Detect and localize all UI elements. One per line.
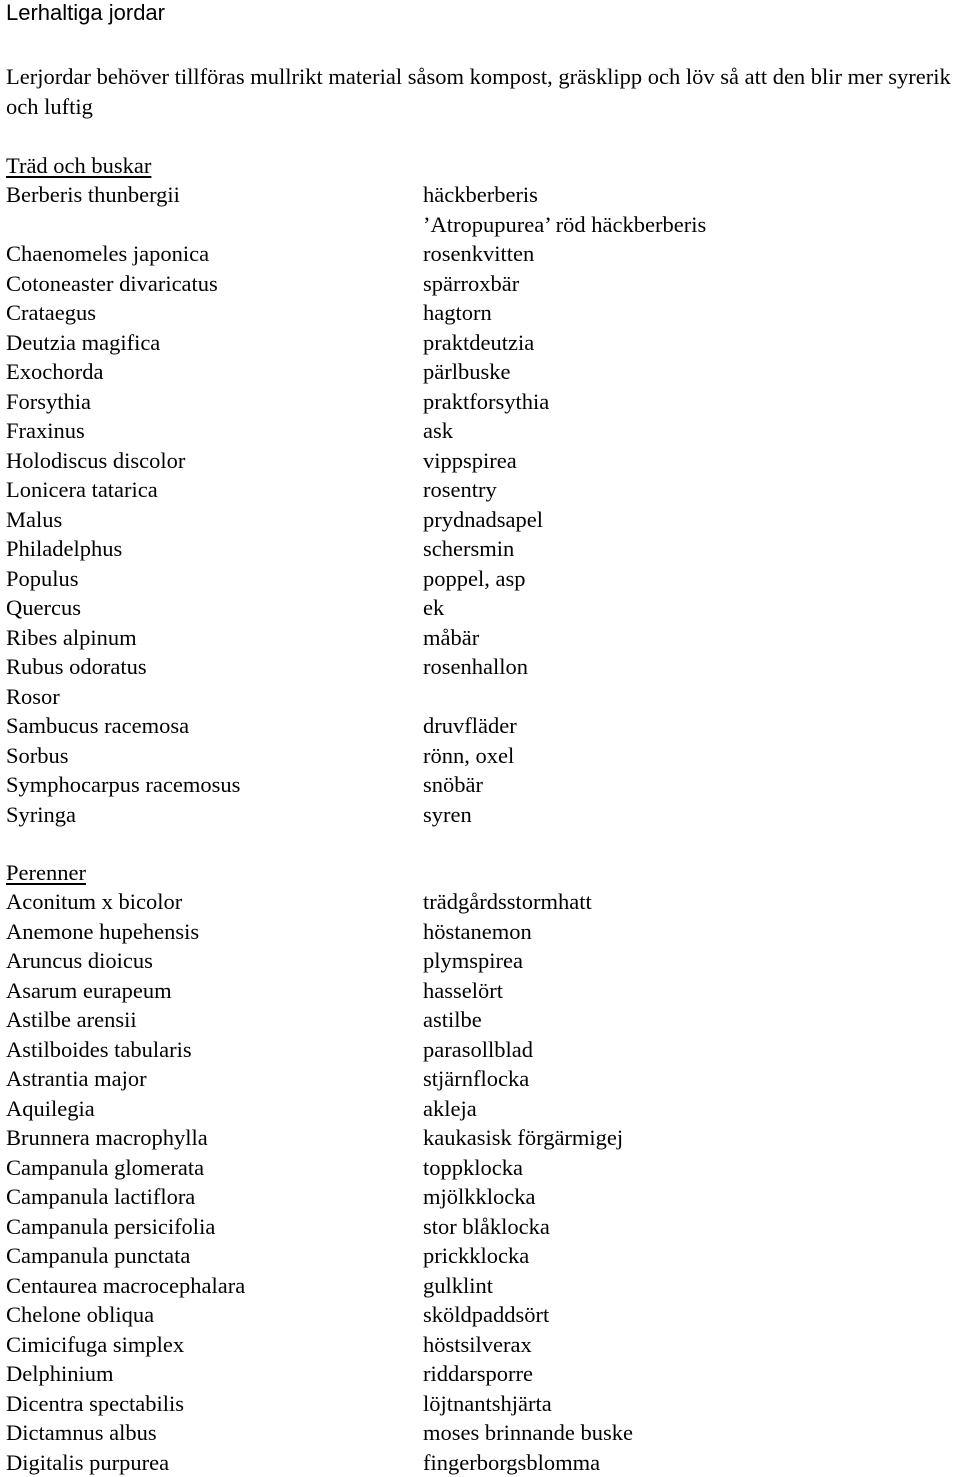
latin-name: Aconitum x bicolor: [6, 889, 183, 914]
latin-name: Malus: [6, 506, 63, 532]
section-heading-perennials: Perenner: [6, 860, 86, 885]
latin-name: Cimicifuga simplex: [6, 1331, 185, 1357]
latin-name: Syringa: [6, 801, 76, 827]
swedish-name: snöbär: [423, 772, 483, 797]
swedish-name: plymspirea: [423, 948, 523, 973]
section-heading-trees: Träd och buskar: [6, 153, 152, 178]
latin-name: Aquilegia: [6, 1095, 95, 1121]
list-item: [0, 534, 960, 564]
page-title: Lerhaltiga jordar: [6, 0, 165, 25]
list-item: [0, 1035, 960, 1065]
list-item: [0, 976, 960, 1006]
list-item: [0, 387, 960, 417]
latin-name: Astilbe arensii: [6, 1007, 137, 1032]
swedish-name: spärroxbär: [423, 270, 520, 296]
latin-name: Rubus odoratus: [6, 654, 147, 679]
list-item: [0, 1300, 960, 1330]
latin-name: Exochorda: [6, 359, 104, 384]
latin-name: Campanula punctata: [6, 1243, 191, 1268]
swedish-name: hagtorn: [423, 300, 492, 325]
swedish-name: astilbe: [423, 1007, 482, 1032]
list-item: [0, 564, 960, 594]
swedish-name: stjärnflocka: [423, 1066, 530, 1091]
list-item: [0, 1005, 960, 1035]
latin-name: Sorbus: [6, 742, 69, 768]
intro-paragraph: Lerjordar behöver tillföras mullrikt material såsom kompost, gräsklipp och löv så att den blir mer syrerik och luftig: [6, 64, 951, 119]
latin-name: Fraxinus: [6, 418, 85, 443]
latin-name: Holodiscus discolor: [6, 447, 186, 473]
list-item: [0, 887, 960, 917]
swedish-name: rosenkvitten: [423, 241, 535, 266]
list-item: [0, 416, 960, 446]
list-item: [0, 741, 960, 771]
latin-name: Brunnera macrophylla: [6, 1125, 208, 1150]
list-item: [0, 1064, 960, 1094]
swedish-name: druvfläder: [423, 713, 517, 738]
latin-name: Rosor: [6, 683, 60, 709]
latin-name: Anemone hupehensis: [6, 918, 200, 944]
list-item: [0, 1241, 960, 1271]
list-item: [0, 505, 960, 535]
swedish-name: syren: [423, 801, 472, 827]
list-item: [0, 1182, 960, 1212]
latin-name: Chaenomeles japonica: [6, 241, 210, 266]
list-item: [0, 210, 960, 240]
list-item: [0, 1153, 960, 1183]
list-item: [0, 946, 960, 976]
swedish-name: stor blåklocka: [423, 1213, 550, 1239]
latin-name: Sambucus racemosa: [6, 713, 190, 738]
swedish-name: vippspirea: [423, 447, 517, 473]
swedish-name: kaukasisk förgärmigej: [423, 1125, 624, 1150]
latin-name: Philadelphus: [6, 536, 123, 561]
list-item: [0, 446, 960, 476]
list-item: [0, 357, 960, 387]
swedish-name: prickklocka: [423, 1243, 530, 1268]
swedish-name: häckberberis: [423, 182, 538, 207]
list-item: [0, 180, 960, 210]
latin-name: Dictamnus albus: [6, 1420, 157, 1445]
latin-name: Symphocarpus racemosus: [6, 772, 241, 797]
swedish-name: pärlbuske: [423, 359, 511, 384]
list-item: [0, 800, 960, 830]
swedish-name: fingerborgsblomma: [423, 1449, 601, 1475]
latin-name: Lonicera tatarica: [6, 477, 158, 502]
swedish-name: akleja: [423, 1095, 477, 1121]
latin-name: Populus: [6, 565, 79, 591]
list-item: [0, 682, 960, 712]
latin-name: Crataegus: [6, 300, 96, 325]
swedish-name: sköldpaddsört: [423, 1302, 550, 1327]
latin-name: Astilboides tabularis: [6, 1036, 192, 1062]
swedish-name: toppklocka: [423, 1154, 523, 1180]
swedish-name: parasollblad: [423, 1036, 533, 1062]
list-item: [0, 239, 960, 269]
latin-name: Campanula lactiflora: [6, 1184, 196, 1209]
latin-name: Quercus: [6, 595, 81, 620]
swedish-name: ’Atropupurea’ röd häckberberis: [423, 211, 707, 237]
list-item: [0, 1094, 960, 1124]
latin-name: Ribes alpinum: [6, 624, 137, 650]
latin-name: Berberis thunbergii: [6, 182, 180, 207]
swedish-name: höstanemon: [423, 918, 532, 944]
list-item: [0, 917, 960, 947]
swedish-name: ask: [423, 418, 453, 443]
list-item: [0, 711, 960, 741]
list-item: [0, 269, 960, 299]
swedish-name: höstsilverax: [423, 1331, 532, 1357]
list-item: [0, 1271, 960, 1301]
latin-name: Astrantia major: [6, 1066, 147, 1091]
swedish-name: praktdeutzia: [423, 329, 535, 355]
swedish-name: måbär: [423, 624, 480, 650]
list-item: [0, 1330, 960, 1360]
latin-name: Chelone obliqua: [6, 1302, 155, 1327]
list-item: [0, 298, 960, 328]
latin-name: Dicentra spectabilis: [6, 1390, 185, 1416]
list-item: [0, 770, 960, 800]
list-item: [0, 475, 960, 505]
latin-name: Asarum eurapeum: [6, 977, 172, 1003]
swedish-name: löjtnantshjärta: [423, 1390, 552, 1416]
list-item: [0, 1359, 960, 1389]
latin-name: Campanula glomerata: [6, 1154, 205, 1180]
latin-name: Delphinium: [6, 1361, 114, 1386]
list-item: [0, 1123, 960, 1153]
swedish-name: schersmin: [423, 536, 515, 561]
swedish-name: rosenhallon: [423, 654, 528, 679]
swedish-name: rönn, oxel: [423, 742, 515, 768]
latin-name: Centaurea macrocephalara: [6, 1272, 246, 1298]
list-item: [0, 1389, 960, 1419]
latin-name: Aruncus dioicus: [6, 948, 153, 973]
latin-name: Cotoneaster divaricatus: [6, 270, 218, 296]
swedish-name: praktforsythia: [423, 388, 550, 414]
list-item: [0, 1418, 960, 1448]
swedish-name: prydnadsapel: [423, 506, 543, 532]
list-item: [0, 1212, 960, 1242]
swedish-name: riddarsporre: [423, 1361, 533, 1386]
latin-name: Forsythia: [6, 388, 92, 414]
list-item: [0, 593, 960, 623]
swedish-name: trädgårdsstormhatt: [423, 889, 592, 914]
swedish-name: hasselört: [423, 977, 503, 1003]
list-item: [0, 623, 960, 653]
list-item: [0, 652, 960, 682]
list-item: [0, 328, 960, 358]
latin-name: Deutzia magifica: [6, 329, 161, 355]
swedish-name: ek: [423, 595, 445, 620]
list-item: [0, 1448, 960, 1477]
swedish-name: poppel, asp: [423, 565, 526, 591]
swedish-name: rosentry: [423, 477, 497, 502]
swedish-name: gulklint: [423, 1272, 494, 1298]
swedish-name: moses brinnande buske: [423, 1420, 633, 1445]
latin-name: Digitalis purpurea: [6, 1449, 170, 1475]
swedish-name: mjölkklocka: [423, 1184, 536, 1209]
latin-name: Campanula persicifolia: [6, 1213, 216, 1239]
